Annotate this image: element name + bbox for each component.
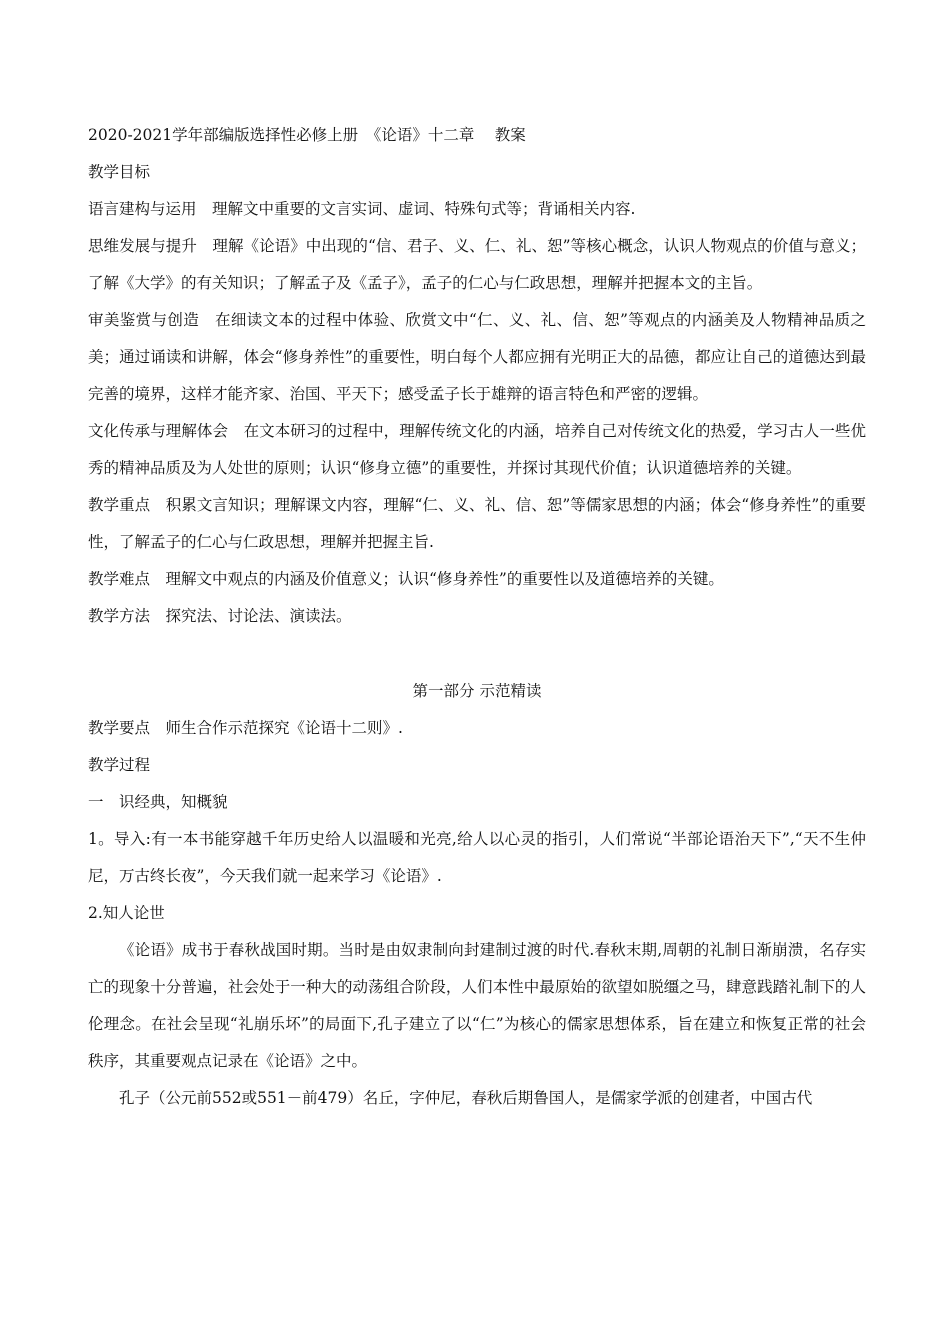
difficulties: 教学难点 理解文中观点的内涵及价值意义；认识“修身养性”的重要性以及道德培养的关键。 <box>88 570 724 588</box>
part-one-title: 第一部分 示范精读 <box>412 682 542 700</box>
background-paragraph-2: 孔子（公元前552或551－前479）名丘，字仲尼，春秋后期鲁国人，是儒家学派的创建者，中国古代 <box>119 1089 813 1107</box>
background-paragraph-1: 《论语》成书于春秋战国时期。当时是由奴隶制向封建制过渡的时代.春秋末期,周朝的礼制日渐崩溃，名存实亡的现象十分普遍，社会处于一种大的动荡组合阶段，人们本性中最原始的欲望如脱缰之马，肆意践踏礼制下的人伦理念。在社会呈现“礼崩乐坏”的局面下,孔子建立了以“仁”为核心的儒家思想体系，旨在建立和恢复正常的社会秩序，其重要观点记录在《论语》之中。 <box>88 941 866 1070</box>
methods: 教学方法 探究法、讨论法、演读法。 <box>88 607 352 625</box>
objective-thinking: 思维发展与提升 理解《论语》中出现的“信、君子、义、仁、礼、恕”等核心概念，认识人物观点的价值与意义；了解《大学》的有关知识；了解孟子及《孟子》，孟子的仁心与仁政思想，理解并把握本文的主旨。 <box>88 237 866 292</box>
step-one-heading: 一 识经典，知概貌 <box>88 793 228 811</box>
intro-paragraph: 1。导入:有一本书能穿越千年历史给人以温暖和光亮,给人以心灵的指引，人们常说“半部论语治天下”,“天不生仲尼，万古终长夜”，今天我们就一起来学习《论语》. <box>88 830 866 885</box>
process-heading: 教学过程 <box>88 756 151 774</box>
objectives-heading: 教学目标 <box>88 163 151 181</box>
document-body <box>88 117 866 1117</box>
background-heading: 2.知人论世 <box>88 904 165 922</box>
document-title: 2020-2021学年部编版选择性必修上册 《论语》十二章 教案 <box>88 126 526 144</box>
objective-language: 语言建构与运用 理解文中重要的文言实词、虚词、特殊句式等；背诵相关内容. <box>88 200 636 218</box>
objective-aesthetic: 审美鉴赏与创造 在细读文本的过程中体验、欣赏文中“仁、义、礼、信、恕”等观点的内涵美及人物精神品质之美；通过诵读和讲解，体会“修身养性”的重要性，明白每个人都应拥有光明正大的品德，都应让自己的道德达到最完善的境界，这样才能齐家、治国、平天下；感受孟子长于雄辩的语言特色和严密的逻辑。 <box>88 311 866 403</box>
objective-culture: 文化传承与理解体会 在文本研习的过程中，理解传统文化的内涵，培养自己对传统文化的热爱，学习古人一些优秀的精神品质及为人处世的原则；认识“修身立德”的重要性，并探讨其现代价值；认识道德培养的关键。 <box>88 422 866 477</box>
teaching-points: 教学要点 师生合作示范探究《论语十二则》. <box>88 719 403 737</box>
key-points: 教学重点 积累文言知识；理解课文内容，理解“仁、义、礼、信、恕”等儒家思想的内涵；体会“修身养性”的重要性，了解孟子的仁心与仁政思想，理解并把握主旨. <box>88 496 866 551</box>
